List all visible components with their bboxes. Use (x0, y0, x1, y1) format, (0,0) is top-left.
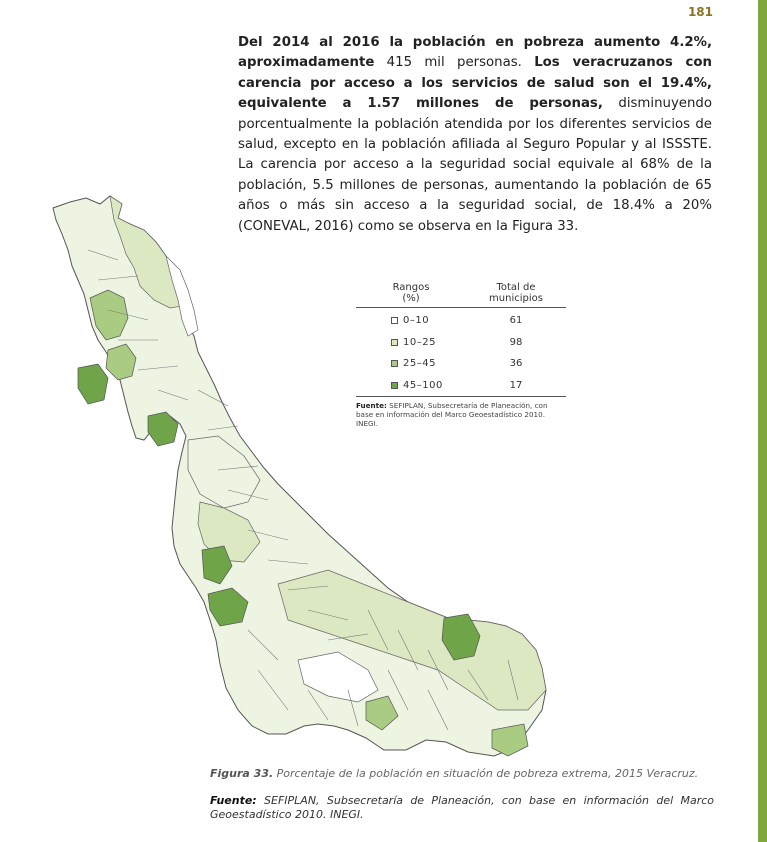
page-number: 181 (687, 5, 713, 19)
legend-rows (356, 308, 566, 397)
legend-count: 17 (509, 379, 523, 391)
paragraph-bold-2: Los veracruzanos con carencia por acceso a los servicios de salud son el 19.4%, equivalente a 1.57 millones de personas, (238, 55, 712, 112)
legend-source (356, 401, 566, 428)
legend-range: 0–10 (403, 315, 430, 327)
legend-header (356, 282, 566, 308)
legend-row (356, 375, 566, 397)
legend-row (356, 310, 566, 332)
legend-range: 25–45 (403, 358, 436, 370)
legend-source-label: Fuente: (356, 401, 387, 410)
legend-row (356, 353, 566, 375)
green-side-bar (758, 0, 767, 842)
paragraph-bold-1: Del 2014 al 2016 la población en pobreza aumento 4.2%, aproximadamente (238, 35, 712, 71)
figure-source-text: SEFIPLAN, Subsecretaría de Planeación, con base en información del Marco Geoestadístico 2010. INEGI. (210, 794, 714, 821)
legend-source-text: SEFIPLAN, Subsecretaría de Planeación, con base en información del Marco Geoestadístico 2010. INEGI. (356, 401, 548, 428)
legend-count: 98 (509, 336, 523, 348)
legend-swatch-3 (391, 382, 398, 389)
legend-count: 61 (509, 315, 523, 327)
legend-range: 45–100 (403, 379, 443, 391)
legend-swatch-1 (391, 339, 398, 346)
legend-col-ranges-header: Rangos (%) (392, 282, 430, 304)
legend-swatch-2 (391, 360, 398, 367)
legend-row (356, 332, 566, 354)
figure-caption (210, 767, 698, 780)
figure-source-label: Fuente: (210, 794, 257, 807)
figure-caption-text: Porcentaje de la población en situación de pobreza extrema, 2015 Veracruz. (273, 767, 699, 780)
figure-source (210, 794, 714, 822)
legend-col-count-header: Total de municipios (489, 282, 543, 304)
legend-table (356, 282, 566, 428)
legend-swatch-0 (391, 317, 398, 324)
paragraph-normal-2: disminuyendo porcentualmente la población atendida por los diferentes servicios de salud, excepto en la población afiliada al Seguro Popular y al ISSSTE. La carencia por acceso a la seguridad social equivale al 68% de la población, 5.5 millones de personas, aumentando la población de 65 años o más sin acceso a la seguridad social, de 18.4% a 20% (CONEVAL, 2016) como se observa en la Figura 33. (238, 96, 712, 234)
paragraph-normal-1: 415 mil personas. (374, 55, 535, 71)
veracruz-poverty-map (48, 190, 558, 760)
legend-range: 10–25 (403, 336, 436, 348)
figure-caption-label: Figura 33. (210, 767, 274, 780)
region-north-dark-3 (78, 364, 108, 404)
legend-count: 36 (509, 358, 523, 370)
